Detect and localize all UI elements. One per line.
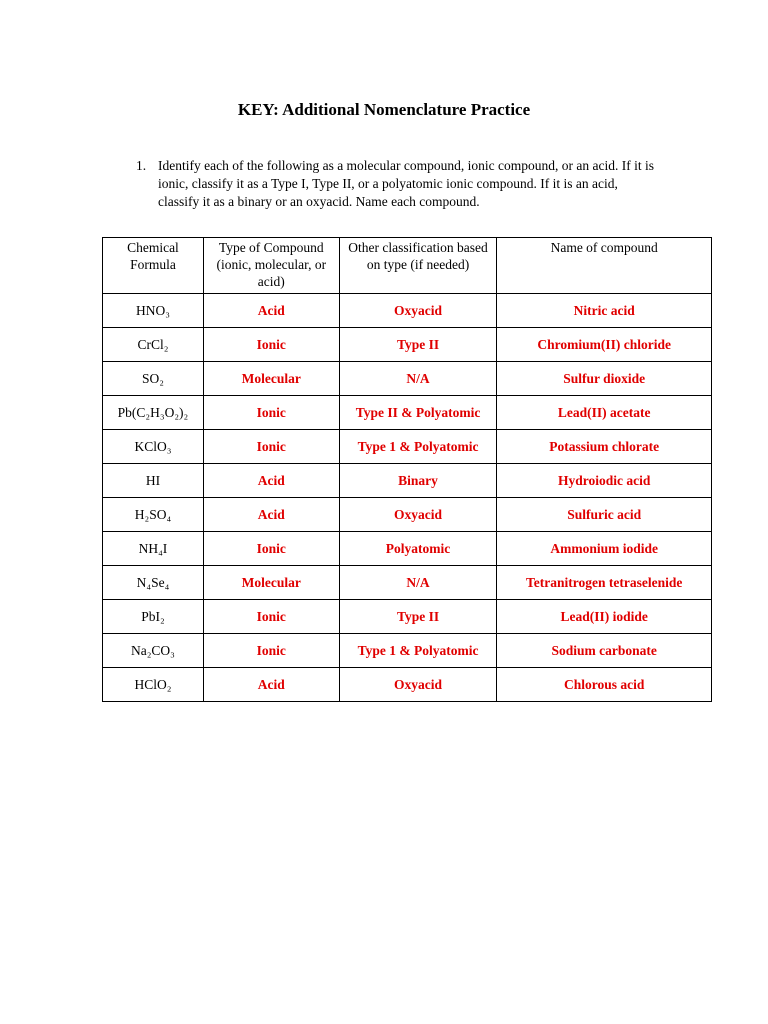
name-cell: Chlorous acid (497, 668, 712, 702)
table-row (103, 634, 712, 668)
classification-cell: N/A (339, 362, 497, 396)
table-row (103, 668, 712, 702)
formula-cell: H₂SO₄ (103, 498, 204, 532)
type-cell: Acid (203, 294, 339, 328)
classification-cell: Oxyacid (339, 294, 497, 328)
name-cell: Potassium chlorate (497, 430, 712, 464)
type-cell: Ionic (203, 600, 339, 634)
formula-cell: N₄Se₄ (103, 566, 204, 600)
table-row (103, 498, 712, 532)
type-cell: Acid (203, 668, 339, 702)
header-type: Type of Compound (ionic, molecular, or acid) (203, 238, 339, 294)
formula-cell: HClO₂ (103, 668, 204, 702)
table-row (103, 566, 712, 600)
name-cell: Tetranitrogen tetraselenide (497, 566, 712, 600)
name-cell: Sulfur dioxide (497, 362, 712, 396)
name-cell: Hydroiodic acid (497, 464, 712, 498)
classification-cell: Binary (339, 464, 497, 498)
question-number: 1. (136, 158, 147, 173)
table-header-row (103, 238, 712, 294)
formula-cell: HI (103, 464, 204, 498)
classification-cell: Type II (339, 328, 497, 362)
classification-cell: Type 1 & Polyatomic (339, 430, 497, 464)
name-cell: Chromium(II) chloride (497, 328, 712, 362)
header-name: Name of compound (497, 238, 712, 294)
classification-cell: Oxyacid (339, 668, 497, 702)
formula-cell: Na₂CO₃ (103, 634, 204, 668)
classification-cell: N/A (339, 566, 497, 600)
nomenclature-table (102, 237, 712, 702)
classification-cell: Type 1 & Polyatomic (339, 634, 497, 668)
type-cell: Acid (203, 498, 339, 532)
type-cell: Ionic (203, 532, 339, 566)
name-cell: Ammonium iodide (497, 532, 712, 566)
header-formula: Chemical Formula (103, 238, 204, 294)
question-1 (136, 157, 656, 211)
name-cell: Lead(II) acetate (497, 396, 712, 430)
type-cell: Ionic (203, 430, 339, 464)
type-cell: Molecular (203, 566, 339, 600)
formula-cell: HNO₃ (103, 294, 204, 328)
question-text: Identify each of the following as a molecular compound, ionic compound, or an acid. If it is ionic, classify it as a Type I, Type II, or a polyatomic ionic compound. If it is an acid, classify it as a binary or an oxyacid. Name each compound. (158, 158, 654, 209)
type-cell: Molecular (203, 362, 339, 396)
formula-cell: NH₄I (103, 532, 204, 566)
type-cell: Ionic (203, 396, 339, 430)
type-cell: Ionic (203, 634, 339, 668)
page-title: KEY: Additional Nomenclature Practice (237, 100, 531, 119)
table-row (103, 396, 712, 430)
table-row (103, 328, 712, 362)
formula-cell: PbI₂ (103, 600, 204, 634)
table-row (103, 464, 712, 498)
type-cell: Acid (203, 464, 339, 498)
classification-cell: Type II (339, 600, 497, 634)
table-row (103, 600, 712, 634)
formula-cell: CrCl₂ (103, 328, 204, 362)
classification-cell: Polyatomic (339, 532, 497, 566)
formula-cell: Pb(C₂H₃O₂)₂ (103, 396, 204, 430)
classification-cell: Oxyacid (339, 498, 497, 532)
formula-cell: SO₂ (103, 362, 204, 396)
type-cell: Ionic (203, 328, 339, 362)
name-cell: Sodium carbonate (497, 634, 712, 668)
table-row (103, 430, 712, 464)
table-row (103, 532, 712, 566)
name-cell: Lead(II) iodide (497, 600, 712, 634)
name-cell: Nitric acid (497, 294, 712, 328)
classification-cell: Type II & Polyatomic (339, 396, 497, 430)
name-cell: Sulfuric acid (497, 498, 712, 532)
formula-cell: KClO₃ (103, 430, 204, 464)
table-row (103, 294, 712, 328)
header-classification: Other classification based on type (if needed) (339, 238, 497, 294)
table-row (103, 362, 712, 396)
